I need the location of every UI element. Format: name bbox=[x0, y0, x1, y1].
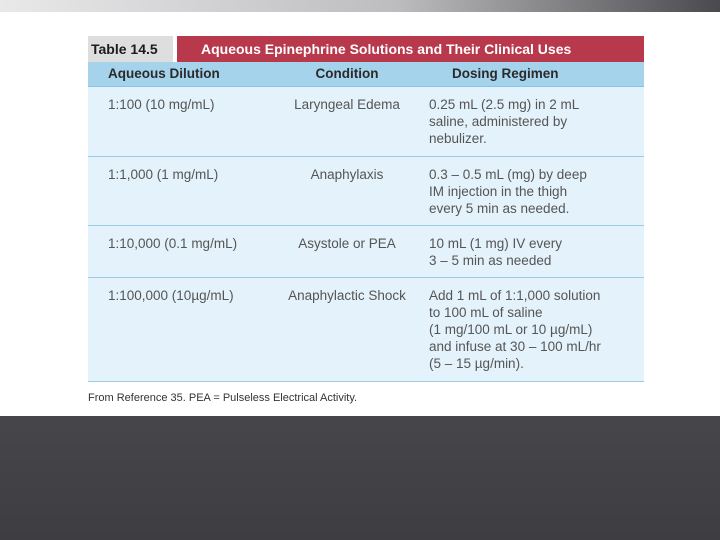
table-title-bar bbox=[88, 36, 644, 62]
dosing-line: (5 – 15 µg/min). bbox=[429, 356, 524, 371]
header-aqueous-dilution: Aqueous Dilution bbox=[108, 66, 220, 81]
dosing-cell bbox=[414, 287, 644, 381]
dosing-cell bbox=[414, 235, 644, 277]
table-row bbox=[88, 157, 644, 226]
dosing-line: IM injection in the thigh bbox=[429, 184, 568, 199]
table-header-row bbox=[88, 62, 644, 87]
dilution-cell: 1:100 (10 mg/mL) bbox=[108, 97, 215, 112]
table-number: Table 14.5 bbox=[88, 36, 177, 62]
table-row bbox=[88, 87, 644, 157]
slide-canvas bbox=[0, 12, 720, 416]
table-footnote: From Reference 35. PEA = Pulseless Electrical Activity. bbox=[88, 392, 358, 404]
dosing-cell bbox=[414, 166, 644, 225]
dosing-line: 10 mL (1 mg) IV every bbox=[429, 236, 563, 251]
header-condition: Condition bbox=[315, 66, 379, 81]
dosing-line: 0.3 – 0.5 mL (mg) by deep bbox=[429, 167, 587, 182]
dosing-line: 3 – 5 min as needed bbox=[429, 253, 552, 268]
dosing-line: nebulizer. bbox=[429, 131, 487, 146]
header-dosing-regimen: Dosing Regimen bbox=[452, 66, 559, 81]
slide-top-strip bbox=[0, 0, 720, 12]
dosing-line: Add 1 mL of 1:1,000 solution bbox=[429, 288, 601, 303]
table-row bbox=[88, 226, 644, 278]
dilution-cell: 1:100,000 (10µg/mL) bbox=[108, 288, 234, 303]
dosing-line: and infuse at 30 – 100 mL/hr bbox=[429, 339, 601, 354]
condition-cell: Anaphylaxis bbox=[310, 167, 384, 182]
table-title: Aqueous Epinephrine Solutions and Their Clinical Uses bbox=[201, 41, 572, 57]
dilution-cell: 1:1,000 (1 mg/mL) bbox=[108, 167, 219, 182]
dosing-line: to 100 mL of saline bbox=[429, 305, 543, 320]
condition-cell: Laryngeal Edema bbox=[294, 97, 400, 112]
condition-cell: Asystole or PEA bbox=[298, 236, 396, 251]
dosing-line: 0.25 mL (2.5 mg) in 2 mL bbox=[429, 97, 580, 112]
table-row bbox=[88, 278, 644, 382]
condition-cell: Anaphylactic Shock bbox=[288, 288, 406, 303]
dosing-line: every 5 min as needed. bbox=[429, 201, 570, 216]
dosing-cell bbox=[414, 96, 644, 156]
dilution-cell: 1:10,000 (0.1 mg/mL) bbox=[108, 236, 238, 251]
dosing-line: saline, administered by bbox=[429, 114, 568, 129]
epinephrine-table bbox=[88, 36, 644, 382]
dosing-line: (1 mg/100 mL or 10 µg/mL) bbox=[429, 322, 593, 337]
